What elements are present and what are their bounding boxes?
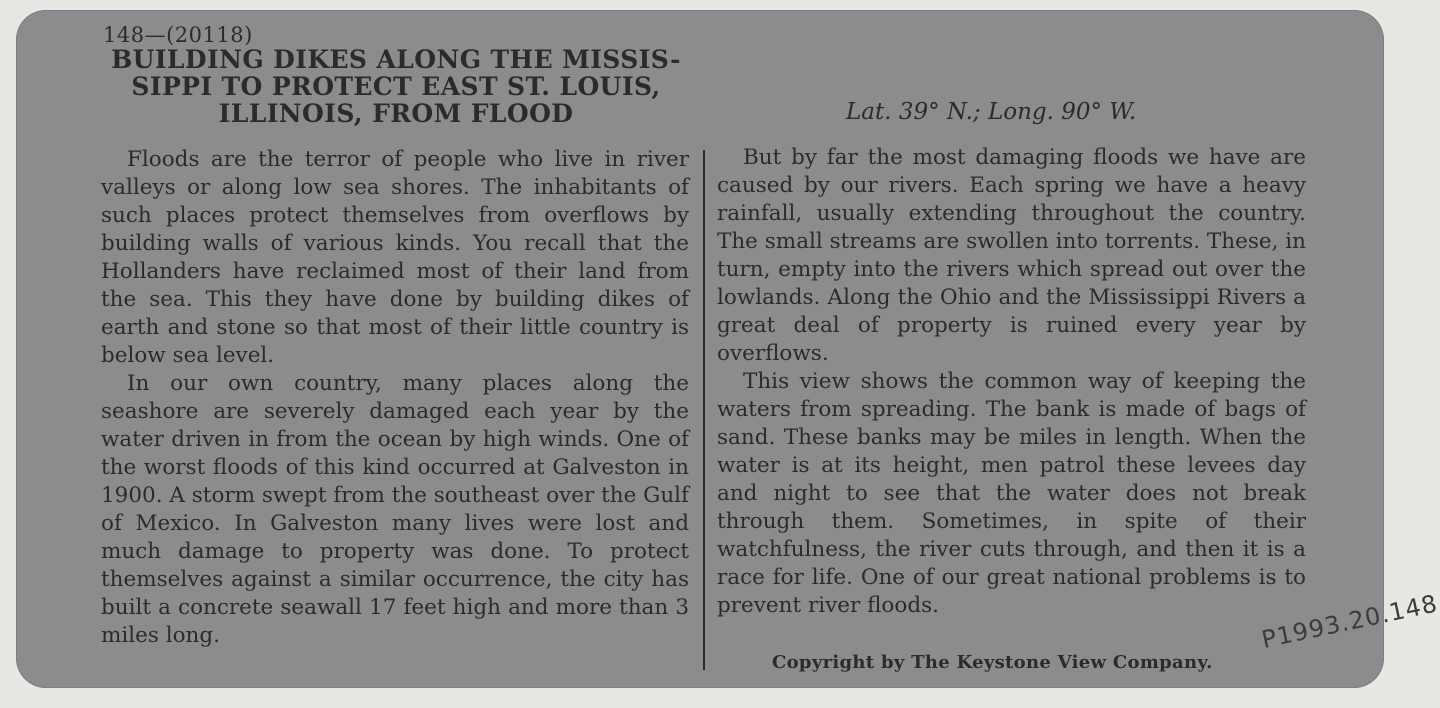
catalog-number: P1993.20.148 xyxy=(1259,589,1440,654)
paragraph: Floods are the terror of people who live in river valleys or along low sea shores. The inhabitants of such places protect themselves from overflows by building walls of various kinds. You recall that the Hollanders have reclaimed most of their land from the sea. This they have done by building dikes of earth and stone so that most of their little country is below sea level. xyxy=(101,147,689,368)
paragraph: But by far the most damaging floods we have are caused by our rivers. Each spring we have a heavy rainfall, usually extending throughout the country. The small streams are swollen into torrents. These, in turn, empty into the rivers which spread out over the lowlands. Along the Ohio and the Mississippi Rivers a great deal of property is ruined every year by overflows. xyxy=(717,145,1306,366)
card-title xyxy=(96,46,696,127)
title-line: SIPPI TO PROTECT EAST ST. LOUIS, xyxy=(131,72,661,101)
lat-long: Lat. 39° N.; Long. 90° W. xyxy=(846,99,1137,125)
copyright-notice: Copyright by The Keystone View Company. xyxy=(772,652,1213,673)
title-line: ILLINOIS, FROM FLOOD xyxy=(218,99,574,128)
title-line: BUILDING DIKES ALONG THE MISSIS- xyxy=(111,45,681,74)
card-number: 148—(20118) xyxy=(103,23,253,47)
paragraph: In our own country, many places along the seashore are severely damaged each year by the water driven in from the ocean by high winds. One of the worst floods of this kind occurred at Galveston in 1900. A storm swept from the southeast over the Gulf of Mexico. In Galveston many lives were lost and much damage to property was done. To protect themselves against a similar occurrence, the city has built a concrete seawall 17 feet high and more than 3 miles long. xyxy=(101,371,689,648)
left-column xyxy=(101,146,689,650)
right-column xyxy=(717,144,1306,620)
paragraph: This view shows the common way of keeping the waters from spreading. The bank is made of bags of sand. These banks may be miles in length. When the water is at its height, men patrol these levees day and night to see that the water does not break through them. Sometimes, in spite of their watchfulness, the river cuts through, and then it is a race for life. One of our great national problems is to prevent river floods. xyxy=(717,369,1306,618)
column-divider xyxy=(703,150,705,670)
